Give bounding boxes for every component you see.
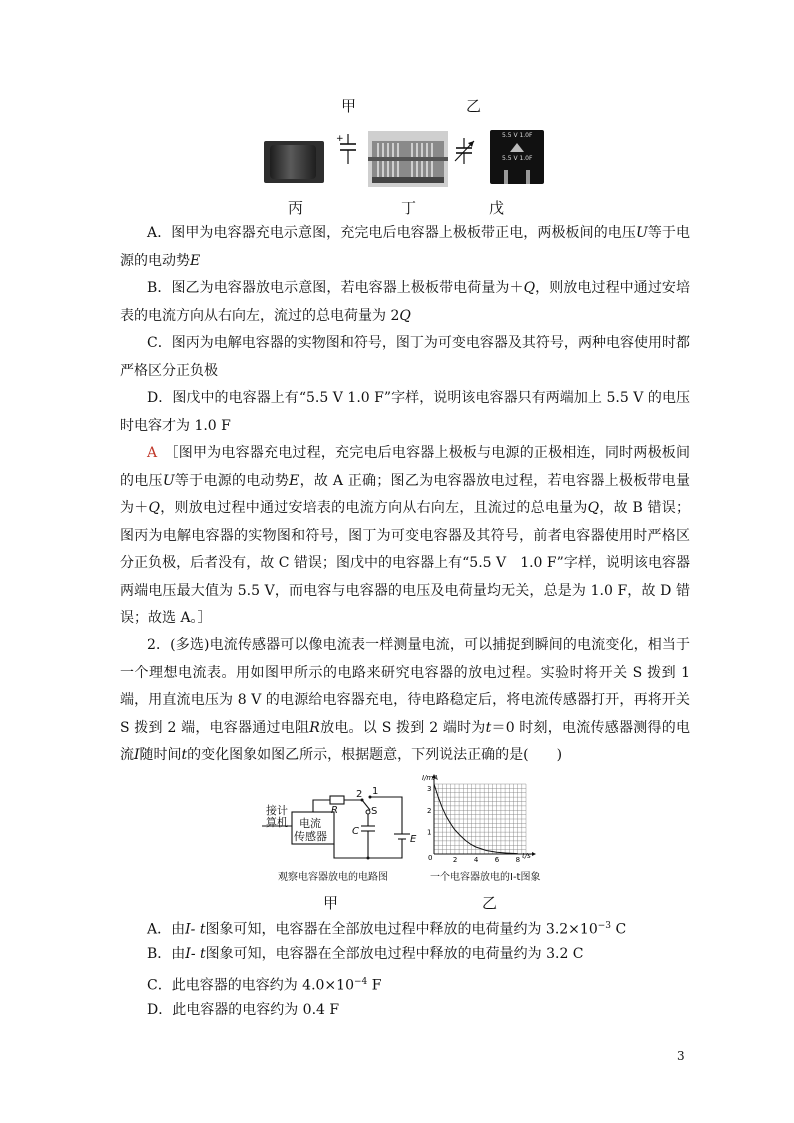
chart-x-tick-label: 4 <box>473 856 479 864</box>
q2-option-d: D．此电容器的电容约为 0.4 F <box>147 1002 340 1018</box>
chart-y-tick-label: 1 <box>427 828 432 837</box>
q2-option-b: B．由I- t图象可知，电容器在全部放电过程中释放的电荷量约为 3.2 C <box>147 946 584 962</box>
i-t-chart <box>412 772 538 868</box>
sensor-label-2: 传感器 <box>294 830 327 843</box>
cap-marking-1: 5.5 V 1.0F <box>502 132 533 139</box>
node-1-label: 1 <box>372 786 379 797</box>
supercapacitor-photo <box>490 130 544 184</box>
label-bing: 丙 <box>288 199 304 217</box>
q2-stem: 2．(多选)电流传感器可以像电流表一样测量电流，可以捕捉到瞬间的电流变化，相当于一个理想电流表。用如图甲所示的电路来研究电容器的放电过程。实验时将开关 S 拨到 1 端，用直流电压为 8 V 的电源给电容器充电，待电路稳定后，将电流传感器打开，再将开关 S 拨到 2 端，电容器通过电阻R放电。以 S 拨到 2 端时为t＝0 时刻，电流传感器测得的电流I随时间t的变化图象如图乙所示，根据题意，下列说法正确的是( ) <box>120 637 690 763</box>
resistor-label: R <box>331 805 338 816</box>
q1-option-c: C．图丙为电解电容器的实物图和符号，图丁为可变电容器及其符号，两种电容使用时都严格区分正负极 <box>120 335 690 379</box>
electrolytic-capacitor-photo <box>264 141 324 183</box>
computer-label-1: 接计 <box>266 804 288 817</box>
variable-capacitor-photo <box>368 131 448 187</box>
sensor-label-1: 电流 <box>299 817 321 830</box>
variable-capacitor-symbol <box>452 138 478 166</box>
page-number: 3 <box>677 1049 685 1063</box>
label-wu: 戊 <box>489 199 505 217</box>
computer-label-2: 算机 <box>266 816 288 829</box>
chart-fig-label: 乙 <box>482 894 498 912</box>
capacitor-label: C <box>352 826 359 837</box>
answer-letter: A <box>147 445 158 461</box>
switch-label: S <box>371 806 378 817</box>
q2-option-c: C．此电容器的电容约为 $4.0\times 10^{-4}$ F <box>147 977 382 994</box>
triangle-icon <box>510 143 524 152</box>
circuit-caption: 观察电容器放电的电路图 <box>278 872 388 883</box>
polarized-capacitor-symbol <box>334 132 358 166</box>
chart-y-tick-label: 3 <box>427 784 432 793</box>
circuit-fig-label: 甲 <box>323 894 339 912</box>
q1-option-a: A．图甲为电容器充电示意图，充完电后电容器上极板带正电，两极板间的电压U等于电源的电动势E <box>120 225 691 269</box>
q1-option-b: B．图乙为电容器放电示意图，若电容器上极板带电荷量为＋Q，则放电过程中通过安培表的电流方向从右向左，流过的总电荷量为 2Q <box>120 280 690 324</box>
chart-x-arrow <box>532 852 536 856</box>
q1-answer: A ［图甲为电容器充电过程，充完电后电容器上极板与电源的正极相连，同时两极板间的电压U等于电源的电动势E，故 A 正确；图乙为电容器放电过程，若电容器上极板带电量为＋Q，则放电过程中通过安培表的电流方向从右向左，且流过的总电量为Q，故 B 错误；图丙为电解电容器的实物图和符号，图丁为可变电容器及其符号，前者电容器使用时严格区分正负极，后者没有，故 C 错误；图戊中的电容器上有“5.5 V 1.0 F”字样，说明该电容器两端电压最大值为 5.5 V，而电容与电容器的电压及电荷量均无关，总是为 1.0 F，故 D 错误；故选 A。］ <box>120 445 691 626</box>
chart-ylabel: I/mA <box>422 774 439 782</box>
chart-xlabel: t/s <box>522 852 531 860</box>
q2-option-a: A．由I- t图象可知，电容器在全部放电过程中释放的电荷量约为 $3.2\times 10^{-3}$ C <box>147 921 627 938</box>
chart-caption: 一个电容器放电的I-t图象 <box>430 872 541 883</box>
cap-marking-2: 5.5 V 1.0F <box>502 155 533 162</box>
label-jia: 甲 <box>341 97 357 115</box>
chart-x-tick-label: 2 <box>452 856 458 864</box>
svg-text:+: + <box>336 134 344 144</box>
chart-origin-label: 0 <box>428 854 433 862</box>
node-2-label: 2 <box>356 789 363 800</box>
chart-x-tick-label: 6 <box>494 856 500 864</box>
chart-x-tick-label: 8 <box>515 856 521 864</box>
emf-label: E <box>410 834 417 845</box>
label-yi: 乙 <box>466 97 482 115</box>
chart-y-tick-label: 2 <box>427 806 432 815</box>
q1-option-d: D．图戊中的电容器上有“5.5 V 1.0 F”字样，说明该电容器只有两端加上 5.5 V 的电压时电容才为 1.0 F <box>120 390 690 434</box>
label-ding: 丁 <box>401 199 417 217</box>
